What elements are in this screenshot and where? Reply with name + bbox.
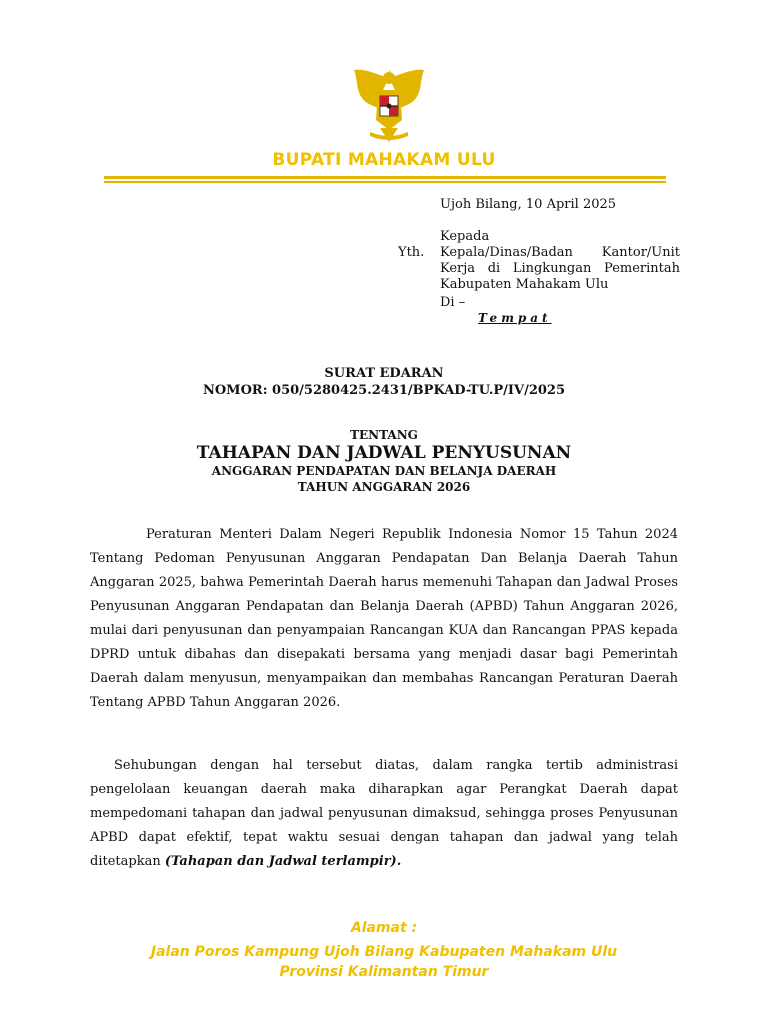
letter-number: NOMOR: 050/5280425.2431/BPKAD-TU.P/IV/2025 — [202, 383, 566, 398]
body-paragraph-2-text: Sehubungan dengan hal tersebut diatas, dalam rangka tertib administrasi pengelolaan keuangan daerah maka diharapkan agar Perangkat Daerah dapat mempedomani tahapan dan jadwal penyusunan dimaksud, sehingga proses Penyusunan APBD dapat efektif, tepat waktu sesuai dengan tahapan dan jadwal yang telah ditetapkan — [90, 758, 678, 869]
body-paragraph-2 — [90, 754, 678, 874]
recipient-name: Kepala/Dinas/Badan Kantor/Unit Kerja di Lingkungan Pemerintah Kabupaten Mahakam Ulu — [440, 245, 680, 292]
subject-main: TAHAPAN DAN JADWAL PENYUSUNAN — [196, 443, 572, 463]
header-divider-thick — [104, 176, 666, 179]
regent-title: BUPATI MAHAKAM ULU — [272, 150, 496, 170]
body-paragraph-2-emphasis: (Tahapan dan Jadwal terlampir). — [164, 854, 402, 869]
recipient-di: Di – — [440, 295, 466, 310]
header-divider-thin — [104, 181, 666, 183]
recipient-tempat: Tempat — [478, 311, 552, 325]
garuda-emblem-icon — [346, 66, 432, 146]
letter-date: Ujoh Bilang, 10 April 2025 — [440, 197, 617, 212]
footer-address-label: Alamat : — [350, 920, 418, 936]
subject-tentang: TENTANG — [350, 428, 418, 442]
body-paragraph-1: Peraturan Menteri Dalam Negeri Republik Indonesia Nomor 15 Tahun 2024 Tentang Pedoman Penyusunan Anggaran Pendapatan Dan Belanja Daerah Tahun Anggaran 2025, bahwa Pemerintah Daerah harus memenuhi Tahapan dan Jadwal Proses Penyusunan Anggaran Pendapatan dan Belanja Daerah (APBD) Tahun Anggaran 2026, mulai dari penyusunan dan penyampaian Rancangan KUA dan Rancangan PPAS kepada DPRD untuk dibahas dan disepakati bersama yang menjadi dasar bagi Pemerintah Daerah dalam menyusun, menyampaikan dan membahas Rancangan Peraturan Daerah Tentang APBD Tahun Anggaran 2026. — [90, 527, 678, 710]
subject-line-3: TAHUN ANGGARAN 2026 — [297, 480, 471, 494]
recipient-kepada: Kepada — [440, 229, 490, 244]
recipient-yth: Yth. — [398, 245, 425, 260]
footer-address-line-2: Provinsi Kalimantan Timur — [279, 964, 489, 980]
letter-type: SURAT EDARAN — [324, 366, 444, 381]
subject-line-2: ANGGARAN PENDAPATAN DAN BELANJA DAERAH — [211, 464, 557, 478]
footer-address-line-1: Jalan Poros Kampung Ujoh Bilang Kabupaten Mahakam Ulu — [150, 944, 618, 960]
